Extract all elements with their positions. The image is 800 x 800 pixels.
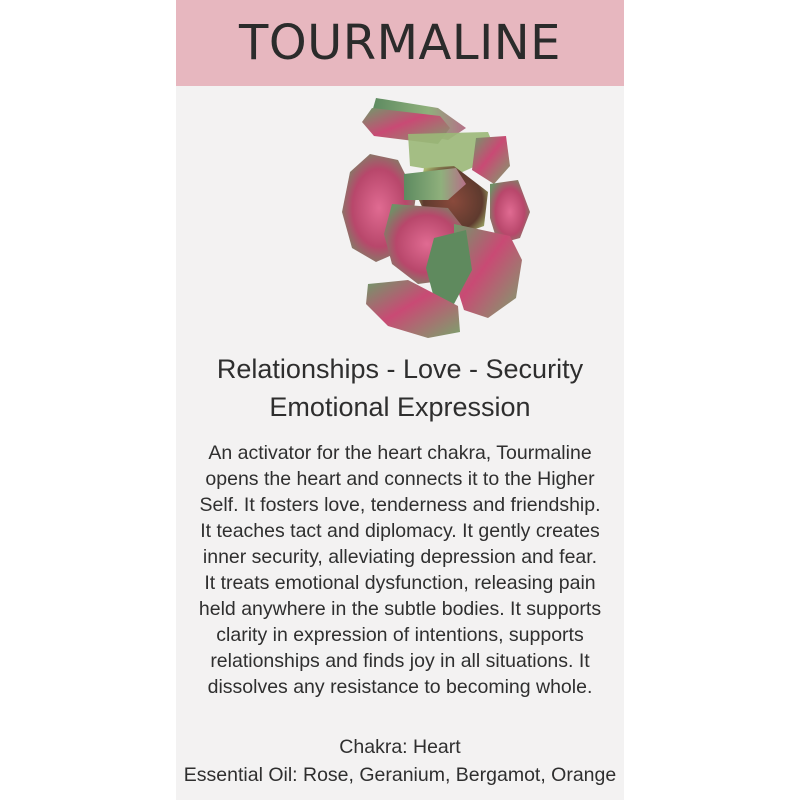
description-line: inner security, alleviating depression and fear. [202,546,598,568]
keywords-line: Emotional Expression [269,392,531,422]
description-line: An activator for the heart chakra, Tourmaline [208,442,592,464]
chakra-label: Chakra: Heart [339,736,461,758]
card-title: TOURMALINE [239,15,561,71]
properties [176,733,624,789]
description-line: held anywhere in the subtle bodies. It supports [198,598,602,620]
description-line: It teaches tact and diplomacy. It gently creates [200,520,600,542]
description-line: clarity in expression of intentions, supports [216,624,584,646]
keywords-line: Relationships - Love - Security [216,354,584,384]
description-line: It treats emotional dysfunction, releasing pain [204,572,596,594]
crystal-card [176,0,624,800]
description-line: Self. It fosters love, tenderness and friendship. [199,494,601,516]
keywords-heading [176,350,624,426]
description-line: dissolves any resistance to becoming whole. [207,676,593,698]
crystal-image [258,88,548,350]
description-line: opens the heart and connects it to the Higher [205,468,595,490]
description-line: relationships and finds joy in all situations. It [210,650,590,672]
title-banner [176,0,624,86]
description [184,440,616,700]
crystal-piece [472,136,510,184]
tourmaline-crystals-illustration [258,88,548,350]
essential-oil-label: Essential Oil: Rose, Geranium, Bergamot, Orange [183,764,617,786]
